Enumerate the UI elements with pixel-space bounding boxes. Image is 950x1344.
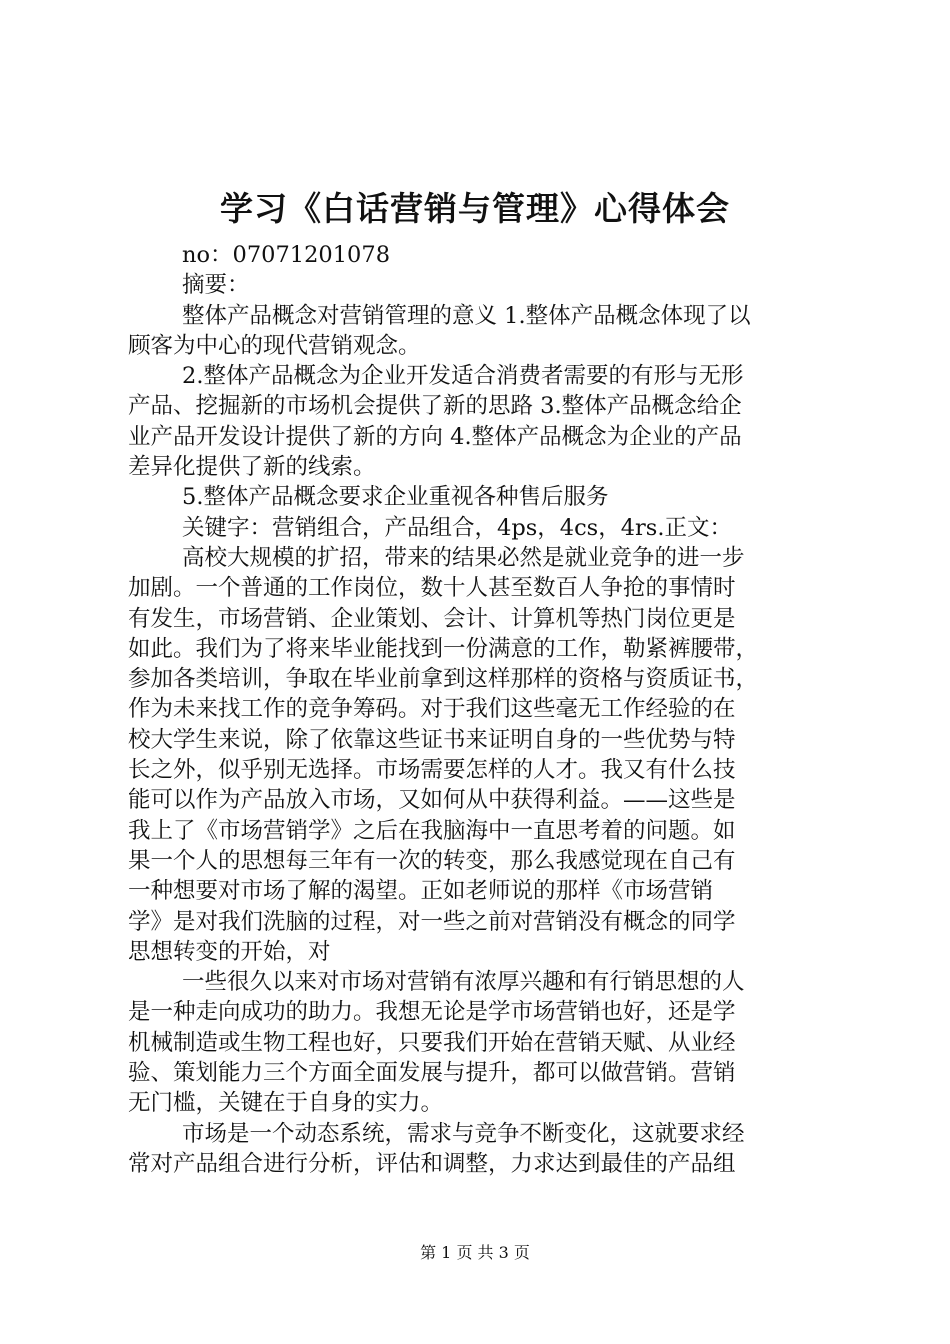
page-number-footer: 第 1 页 共 3 页 — [420, 1243, 530, 1262]
text-line: 参加各类培训，争取在毕业前拿到这样那样的资格与资质证书， — [128, 666, 759, 693]
text-line: 作为未来找工作的竞争筹码。对于我们这些毫无工作经验的在 — [128, 696, 736, 723]
text-line: 校大学生来说，除了依靠这些证书来证明自身的一些优势与特 — [128, 726, 736, 753]
text-line: 高校大规模的扩招，带来的结果必然是就业竞争的进一步 — [182, 544, 745, 571]
text-line: 关键字：营销组合，产品组合，4ps，4cs，4rs.正文： — [182, 514, 732, 541]
text-line: 2.整体产品概念为企业开发适合消费者需要的有形与无形 — [182, 363, 744, 390]
text-line: 常对产品组合进行分析，评估和调整，力求达到最佳的产品组 — [128, 1150, 736, 1177]
text-line: 业产品开发设计提供了新的方向 4.整体产品概念为企业的产品 — [128, 423, 742, 450]
text-line: 果一个人的思想每三年有一次的转变，那么我感觉现在自己有 — [128, 847, 736, 874]
text-line: no：07071201078 — [182, 242, 391, 268]
text-line: 学》是对我们洗脑的过程，对一些之前对营销没有概念的同学 — [128, 908, 736, 935]
text-line: 产品、挖掘新的市场机会提供了新的思路 3.整体产品概念给企 — [128, 393, 742, 420]
text-line: 5.整体产品概念要求企业重视各种售后服务 — [182, 484, 609, 511]
text-line: 摘要： — [182, 272, 250, 299]
text-line: 有发生，市场营销、企业策划、会计、计算机等热门岗位更是 — [128, 605, 736, 632]
text-line: 市场是一个动态系统，需求与竞争不断变化，这就要求经 — [182, 1120, 745, 1147]
text-line: 顾客为中心的现代营销观念。 — [128, 332, 421, 359]
document-title: 学习《白话营销与管理》心得体会 — [220, 189, 730, 228]
text-line: 机械制造或生物工程也好，只要我们开始在营销天赋、从业经 — [128, 1029, 736, 1056]
text-line: 一种想要对市场了解的渴望。正如老师说的那样《市场营销 — [128, 878, 714, 905]
text-line: 无门槛，关键在于自身的实力。 — [128, 1090, 444, 1117]
text-line: 如此。我们为了将来毕业能找到一份满意的工作，勒紧裤腰带， — [128, 635, 759, 662]
text-line: 能可以作为产品放入市场，又如何从中获得利益。——这些是 — [128, 787, 736, 814]
text-line: 思想转变的开始，对 — [128, 938, 331, 965]
text-line: 是一种走向成功的助力。我想无论是学市场营销也好，还是学 — [128, 999, 736, 1026]
text-line: 加剧。一个普通的工作岗位，数十人甚至数百人争抢的事情时 — [128, 575, 736, 602]
text-line: 验、策划能力三个方面全面发展与提升，都可以做营销。营销 — [128, 1060, 736, 1087]
text-line: 整体产品概念对营销管理的意义 1.整体产品概念体现了以 — [182, 302, 751, 329]
document-body — [128, 240, 828, 1179]
text-line: 我上了《市场营销学》之后在我脑海中一直思考着的问题。如 — [128, 817, 736, 844]
text-line: 差异化提供了新的线索。 — [128, 454, 376, 481]
text-line: 一些很久以来对市场对营销有浓厚兴趣和有行销思想的人 — [182, 969, 745, 996]
text-line: 长之外，似乎别无选择。市场需要怎样的人才。我又有什么技 — [128, 757, 736, 784]
